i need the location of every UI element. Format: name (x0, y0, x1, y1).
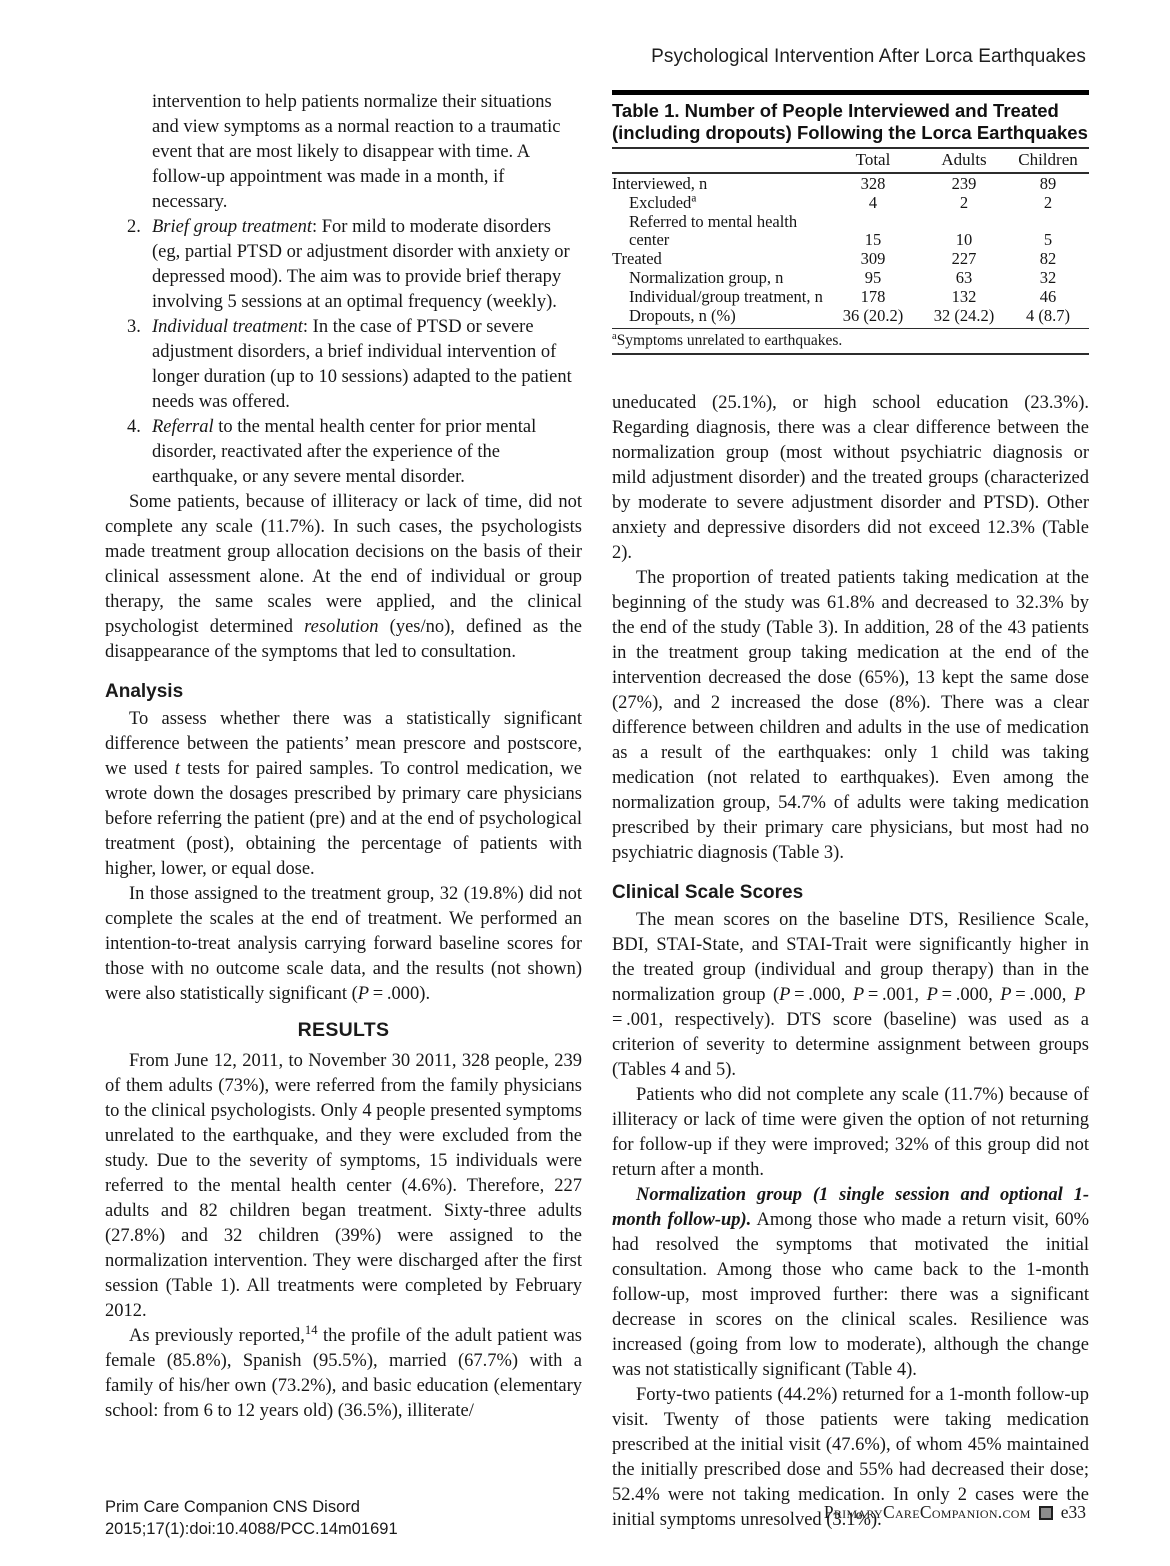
footnote-marker: a (691, 192, 697, 204)
table-1 (612, 90, 1089, 355)
paragraph-followup: Forty-two patients (44.2%) returned for a 1-month follow-up visit. Twenty of those patients were taking medication prescribed at the initial visit (47.6%), of whom 45% maintained the initially prescribed dose and 55% had decreased their dose; 52.4% were not taking medication. In only 2 cases were the initial symptoms unresolved (3.1%). (612, 1384, 1089, 1530)
cell-children: 5 (1043, 229, 1053, 249)
cell-total: 178 (860, 286, 886, 306)
list-item-text: Individual treatment: In the case of PTSD or severe adjustment disorders, a brief individual intervention of longer duration (up to 10 sessions) adapted to the patient needs was offered. (152, 317, 572, 412)
cell-children: 89 (1039, 173, 1057, 193)
footer-site-info (824, 1502, 1086, 1523)
paragraph-scale-scores: The mean scores on the baseline DTS, Resilience Scale, BDI, STAI-State, and STAI-Trait were significantly higher in the treated group (individual and group therapy) than in the normalization group (P = .000, P = .001, P = .000, P = .000, P = .001, respectively). DTS score (baseline) was used as a criterion of severity to determine assignment between groups (Tables 4 and 5). (612, 909, 1089, 1080)
table-row-excluded (612, 193, 1089, 212)
paragraph-no-scale: Patients who did not complete any scale (11.7%) because of illiteracy or lack of time were given the option of not returning for follow-up if they were improved; 32% of this group did not return after a month. (612, 1084, 1089, 1180)
list-marker: 4. (127, 417, 141, 437)
paragraph-results-2: As previously reported,$^{14}$ the profile of the adult patient was female (85.8%), Spanish (95.5%), married (67.7%) with a family of his/her own (73.2%), and basic education (elementary school: from 6 to 12 years old) (36.5%), illiterate/ (105, 1322, 583, 1421)
row-label: Referred to mental health center (629, 211, 798, 249)
cell-total: 328 (860, 173, 886, 193)
cell-children: 82 (1039, 248, 1057, 268)
cell-adults: 239 (951, 173, 977, 193)
row-label: Excluded$^a$ (629, 192, 697, 212)
right-column (612, 90, 1089, 1533)
list-marker: 3. (127, 317, 141, 337)
cell-adults: 132 (951, 286, 977, 306)
table-header-children: Children (1007, 149, 1089, 173)
table-row-normalization (612, 268, 1089, 287)
footer-citation: 2015;17(1):doi:10.4088/PCC.14m01691 (105, 1519, 398, 1538)
list-item-3 (105, 315, 582, 415)
cell-children: 46 (1039, 286, 1057, 306)
table-row-individual-group (612, 287, 1089, 306)
cell-total: 36 (20.2) (825, 306, 921, 328)
footer-page-number: e33 (1060, 1502, 1086, 1522)
list-item-2 (105, 215, 582, 315)
row-label: Dropouts, n (%) (612, 306, 825, 328)
cell-adults: 2 (959, 192, 969, 212)
cell-children: 2 (1043, 192, 1053, 212)
running-head: Psychological Intervention After Lorca Earthquakes (651, 46, 1086, 67)
cell-adults: 10 (955, 229, 973, 249)
table-header-adults: Adults (921, 149, 1007, 173)
footnote-marker: a (612, 330, 617, 342)
paragraph-medication: The proportion of treated patients taking medication at the beginning of the study was 61.8% and decreased to 32.3% by the end of the study (Table 3). In addition, 28 of the 43 patients in the treatment group taking medication at the end of the intervention decreased the dose (65%), 13 kept the same dose (27%), and 2 increased the dose (8%). There was a clear difference between children and adults in the use of medication as a result of the earthquakes: only 1 child was taking medication (not related to earthquakes). Even among the normalization group, 54.7% of adults were taking medication prescribed by their primary care physicians, but most had no psychiatric diagnosis (Table 3). (612, 567, 1089, 863)
cell-total: 15 (864, 229, 882, 249)
cell-total: 4 (868, 192, 878, 212)
section-heading-analysis: Analysis (105, 681, 184, 702)
list-item-text: Referral to the mental health center for prior mental disorder, reactivated after the experience of the earthquake, or any severe mental disorder. (152, 417, 537, 487)
square-bullet-icon (1039, 1506, 1053, 1520)
list-marker: 2. (127, 217, 141, 237)
table-row-interviewed (612, 173, 1089, 193)
paragraph-some-patients: Some patients, because of illiteracy or lack of time, did not complete any scale (11.7%). In such cases, the psychologists made treatment group allocation decisions on the basis of their clinical assessment alone. At the end of individual or group therapy, the same scales were applied, and the clinical psychologist determined resolution (yes/no), defined as the disappearance of the symptoms that led to consultation. (105, 492, 582, 662)
row-label: Individual/group treatment, n (629, 286, 823, 306)
table-1-footnote: $^a$Symptoms unrelated to earthquakes. (612, 329, 1089, 355)
section-heading-clinical-scale-scores: Clinical Scale Scores (612, 881, 804, 903)
list-item-4 (105, 415, 582, 490)
paragraph-education-continuation: uneducated (25.1%), or high school education (23.3%). Regarding diagnosis, there was a clear difference between the normalization group (most without psychiatric diagnosis or mild adjustment disorder) and the treated groups (characterized by moderate to severe adjustment disorder and PTSD). Other anxiety and depressive disorders did not exceed 12.3% (Table 2). (612, 392, 1089, 563)
cell-adults: 32 (24.2) (921, 306, 1007, 328)
list-item-text: Brief group treatment: For mild to moderate disorders (eg, partial PTSD or adjustment disorder with anxiety or depressed mood). The aim was to provide brief therapy involving 5 sessions at an optimal frequency (weekly). (152, 217, 570, 312)
list-item-text: intervention to help patients normalize their situations and view symptoms as a normal reaction to a traumatic event that are most likely to disappear with time. A follow-up appointment was made in a month, if necessary. (152, 92, 561, 212)
table-header-total: Total (825, 149, 921, 173)
cell-children: 4 (8.7) (1007, 306, 1089, 328)
cell-children: 32 (1039, 267, 1057, 287)
paragraph-analysis-2: In those assigned to the treatment group, 32 (19.8%) did not complete the scales at the end of treatment. We performed an intention-to-treat analysis carrying forward baseline scores for those with no outcome scale data, and the results (not shown) were also statistically significant (P = .000). (105, 884, 582, 1004)
section-heading-results: RESULTS (297, 1019, 390, 1041)
table-header-row (612, 149, 1089, 173)
row-label: Interviewed, n (612, 173, 708, 193)
footer-journal-name: Prim Care Companion CNS Disord (105, 1498, 360, 1516)
left-column (105, 90, 582, 1424)
footer-site-name: PrimaryCareCompanion.com (823, 1502, 1031, 1522)
table-row-treated (612, 249, 1089, 268)
table-1-title: Table 1. Number of People Interviewed and Treated (including dropouts) Following the Lorca Earthquakes (612, 95, 1089, 149)
paragraph-analysis-1: To assess whether there was a statistically significant difference between the patients’ mean prescore and postscore, we used t tests for paired samples. To control medication, we wrote down the dosages prescribed by primary care physicians before referring the patient (pre) and at the end of psychological treatment (post), obtaining the percentage of patients with higher, lower, or equal dose. (105, 709, 582, 879)
cell-total: 95 (864, 267, 882, 287)
paragraph-results-1: From June 12, 2011, to November 30 2011, 328 people, 239 of them adults (73%), were referred from the family physicians to the clinical psychologists. Only 4 people presented symptoms unrelated to the earthquake, and they were excluded from the study. Due to the severity of symptoms, 15 individuals were referred to the mental health center (4.6%). Therefore, 227 adults and 82 children began treatment. Sixty-three adults (27.8%) and 32 children (39%) were assigned to the normalization intervention. They were discharged after the first session (Table 1). All treatments were completed by February 2012. (105, 1051, 582, 1321)
table-row-dropouts (612, 306, 1089, 328)
row-label: Normalization group, n (629, 267, 784, 287)
footer-journal-info (105, 1497, 398, 1540)
table-header-spacer (612, 149, 825, 173)
paragraph-normalization-group: Normalization group (1 single session and optional 1-month follow-up). Among those who made a return visit, 60% had resolved the symptoms that motivated the initial consultation. Among those who came back to the 1-month follow-up, most improved further: there was a significant decrease in scores on the clinical scales. Resilience was increased (going from low to moderate), although the change was not statistically significant (Table 4). (612, 1184, 1089, 1380)
row-label: Treated (612, 248, 662, 268)
cell-adults: 63 (955, 267, 973, 287)
table-1-grid (612, 149, 1089, 329)
cell-adults: 227 (951, 248, 977, 268)
cell-total: 309 (860, 248, 886, 268)
list-item-1-continuation (105, 90, 582, 215)
table-row-referred (612, 212, 1089, 249)
